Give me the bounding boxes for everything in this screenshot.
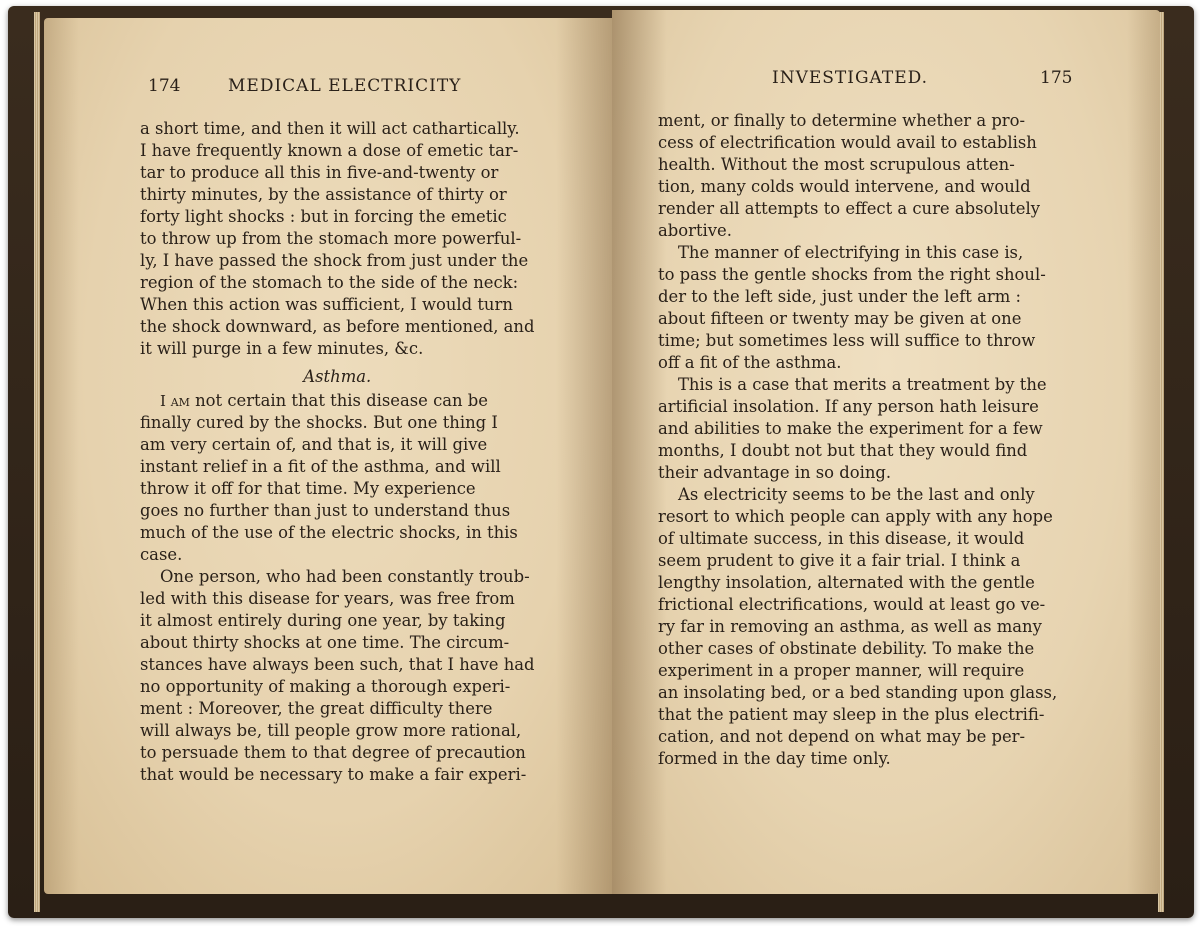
text-line: render all attempts to effect a cure absolutely [658, 199, 1040, 218]
text-line: that the patient may sleep in the plus electrifi- [658, 705, 1045, 724]
text-line: that would be necessary to make a fair experi- [140, 765, 527, 784]
text-line: As electricity seems to be the last and only [678, 485, 1035, 504]
text-line: much of the use of the electric shocks, in this [140, 523, 518, 542]
text-line: their advantage in so doing. [658, 463, 892, 482]
text-line: months, I doubt not but that they would find [658, 441, 1028, 460]
text-line: experiment in a proper manner, will require [658, 661, 1025, 680]
text-line: seem prudent to give it a fair trial. I think a [658, 551, 1021, 570]
text-line: ment : Moreover, the great difficulty there [140, 699, 493, 718]
text-line: cation, and not depend on what may be per- [658, 727, 1026, 746]
text-line: an insolating bed, or a bed standing upon glass, [658, 683, 1058, 702]
text-line: case. [140, 545, 183, 564]
text-line [140, 390, 535, 412]
text-line: throw it off for that time. My experience [140, 479, 476, 498]
text-line: region of the stomach to the side of the neck: [140, 273, 519, 292]
text-line: to throw up from the stomach more powerful- [140, 229, 522, 248]
text-line: abortive. [658, 221, 732, 240]
text-line: ment, or finally to determine whether a pro- [658, 111, 1026, 130]
paragraph-lead: I am [160, 392, 190, 410]
text-line: and abilities to make the experiment for a few [658, 419, 1043, 438]
text-line: tar to produce all this in five-and-twenty or [140, 163, 499, 182]
text-line: health. Without the most scrupulous atten- [658, 155, 1015, 174]
left-page-text [140, 118, 535, 786]
text-line: ly, I have passed the shock from just under the [140, 251, 529, 270]
section-heading-asthma: Asthma. [303, 367, 372, 386]
left-page [44, 18, 626, 894]
text-line: time; but sometimes less will suffice to throw [658, 331, 1036, 350]
text-line: frictional electrifications, would at least go ve- [658, 595, 1046, 614]
text-line: resort to which people can apply with any hope [658, 507, 1053, 526]
text-line: formed in the day time only. [658, 749, 891, 768]
text-line: I have frequently known a dose of emetic tar- [140, 141, 519, 160]
text-line: instant relief in a fit of the asthma, and will [140, 457, 501, 476]
text-line: other cases of obstinate debility. To make the [658, 639, 1035, 658]
text-line: of ultimate success, in this disease, it would [658, 529, 1025, 548]
text-line: finally cured by the shocks. But one thing I [140, 413, 498, 432]
page-stack-edge-left [34, 12, 40, 912]
text-line: no opportunity of making a thorough experi- [140, 677, 511, 696]
text-line: to pass the gentle shocks from the right shoul- [658, 265, 1046, 284]
text-line: it will purge in a few minutes, &c. [140, 339, 424, 358]
text-line: off a fit of the asthma. [658, 353, 842, 372]
text-line: der to the left side, just under the left arm : [658, 287, 1021, 306]
text-line: The manner of electrifying in this case is, [678, 243, 1024, 262]
text-line: am very certain of, and that is, it will give [140, 435, 488, 454]
right-running-head: INVESTIGATED. [772, 68, 929, 88]
text-line: One person, who had been constantly troub- [160, 567, 530, 586]
text-line: thirty minutes, by the assistance of thirty or [140, 185, 507, 204]
text-line: it almost entirely during one year, by taking [140, 611, 506, 630]
right-page-number: 175 [1040, 68, 1073, 88]
text-line: This is a case that merits a treatment by the [678, 375, 1047, 394]
text-line: to persuade them to that degree of precaution [140, 743, 526, 762]
left-running-head: MEDICAL ELECTRICITY [228, 76, 462, 96]
text-line: ry far in removing an asthma, as well as many [658, 617, 1042, 636]
text-line: a short time, and then it will act cathartically. [140, 119, 520, 138]
text-line: the shock downward, as before mentioned, and [140, 317, 535, 336]
text-line: about thirty shocks at one time. The circum- [140, 633, 510, 652]
text-line: about fifteen or twenty may be given at one [658, 309, 1022, 328]
text-line: artificial insolation. If any person hath leisure [658, 397, 1039, 416]
text-line: lengthy insolation, alternated with the gentle [658, 573, 1035, 592]
text-line: will always be, till people grow more rational, [140, 721, 522, 740]
text-line: led with this disease for years, was free from [140, 589, 515, 608]
text-line: forty light shocks : but in forcing the emetic [140, 207, 507, 226]
text-line: cess of electrification would avail to establish [658, 133, 1037, 152]
left-page-number: 174 [148, 76, 181, 96]
open-book [8, 6, 1194, 918]
text-line: tion, many colds would intervene, and would [658, 177, 1031, 196]
text-line: When this action was sufficient, I would turn [140, 295, 513, 314]
text-line: stances have always been such, that I have had [140, 655, 535, 674]
text-line-rest: not certain that this disease can be [189, 391, 488, 410]
right-page-text [658, 110, 1057, 770]
right-page [612, 10, 1160, 894]
text-line: goes no further than just to understand thus [140, 501, 511, 520]
